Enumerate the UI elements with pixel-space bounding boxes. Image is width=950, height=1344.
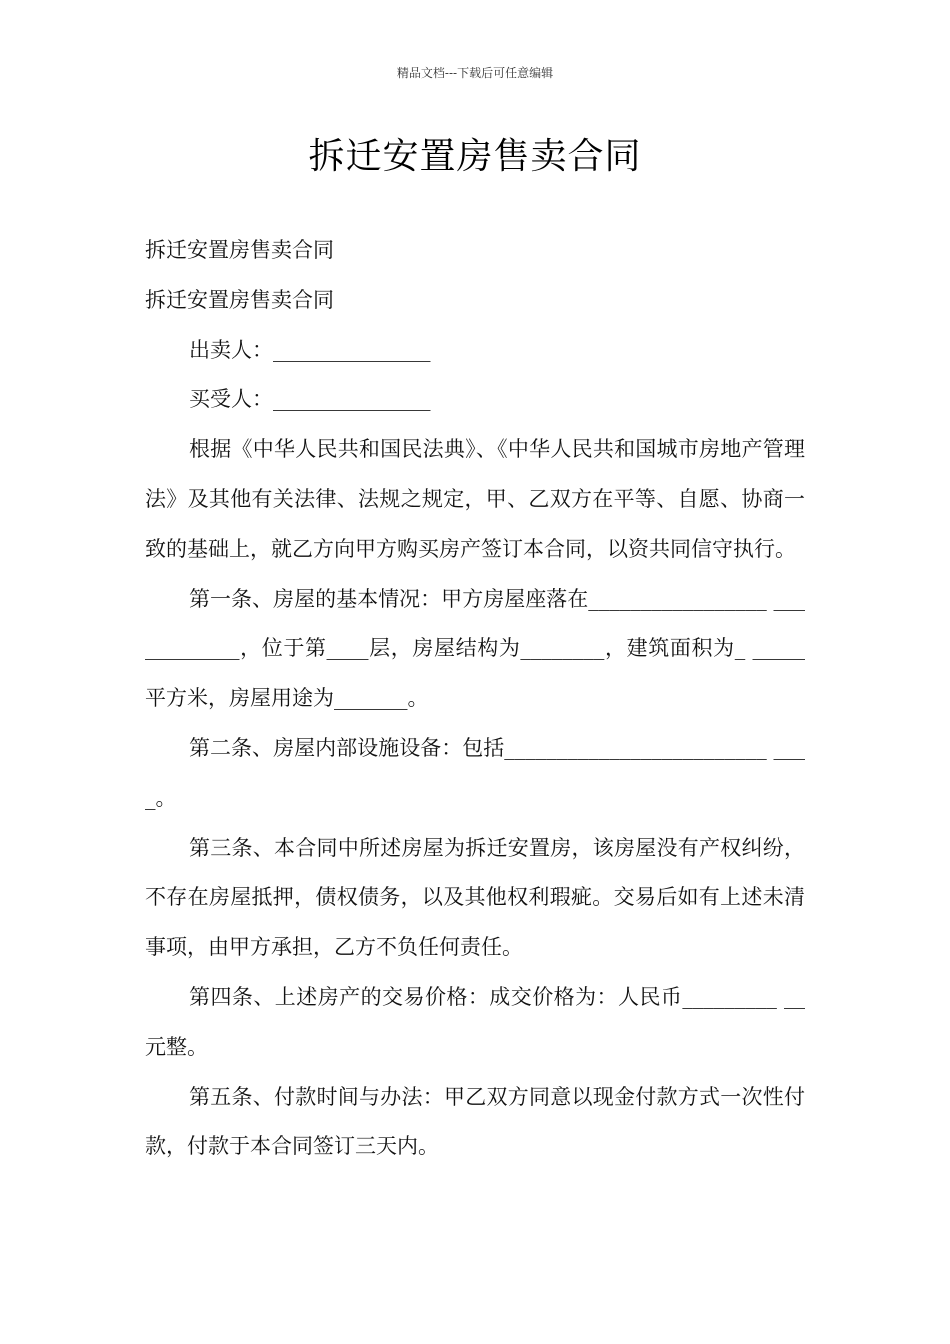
article-4-paragraph: 第四条、上述房产的交易价格：成交价格为：人民币_________ __元整。: [145, 984, 805, 1059]
article-5-paragraph: 第五条、付款时间与办法：甲乙双方同意以现金付款方式一次性付款，付款于本合同签订三天内。: [145, 1084, 805, 1159]
article-2-paragraph: 第二条、房屋内部设施设备：包括_________________________ ____。: [145, 735, 805, 810]
document-body: [145, 226, 805, 1172]
preamble-paragraph: 根据《中华人民共和国民法典》、《中华人民共和国城市房地产管理法》及其他有关法律、法规之规定，甲、乙双方在平等、自愿、协商一致的基础上，就乙方向甲方购买房产签订本合同，以资共同信守执行。: [145, 437, 805, 561]
subtitle-line: 拆迁安置房售卖合同: [145, 287, 334, 312]
header-note: 精品文档---下载后可任意编辑: [396, 66, 554, 80]
document-title: 拆迁安置房售卖合同: [308, 136, 642, 177]
article-3-paragraph: 第三条、本合同中所述房屋为拆迁安置房，该房屋没有产权纠纷，不存在房屋抵押，债权债务，以及其他权利瑕疵。交易后如有上述未清事项，由甲方承担，乙方不负任何责任。: [145, 835, 805, 960]
article-1-paragraph: 第一条、房屋的基本情况：甲方房屋座落在_________________ ____________，位于第____层，房屋结构为________，建筑面积为_ _____平方米，房屋用途为_______。: [145, 586, 805, 711]
subtitle-line: 拆迁安置房售卖合同: [145, 238, 334, 262]
buyer-line: 买受人：_______________: [189, 387, 431, 412]
seller-line: 出卖人：_______________: [189, 337, 431, 362]
